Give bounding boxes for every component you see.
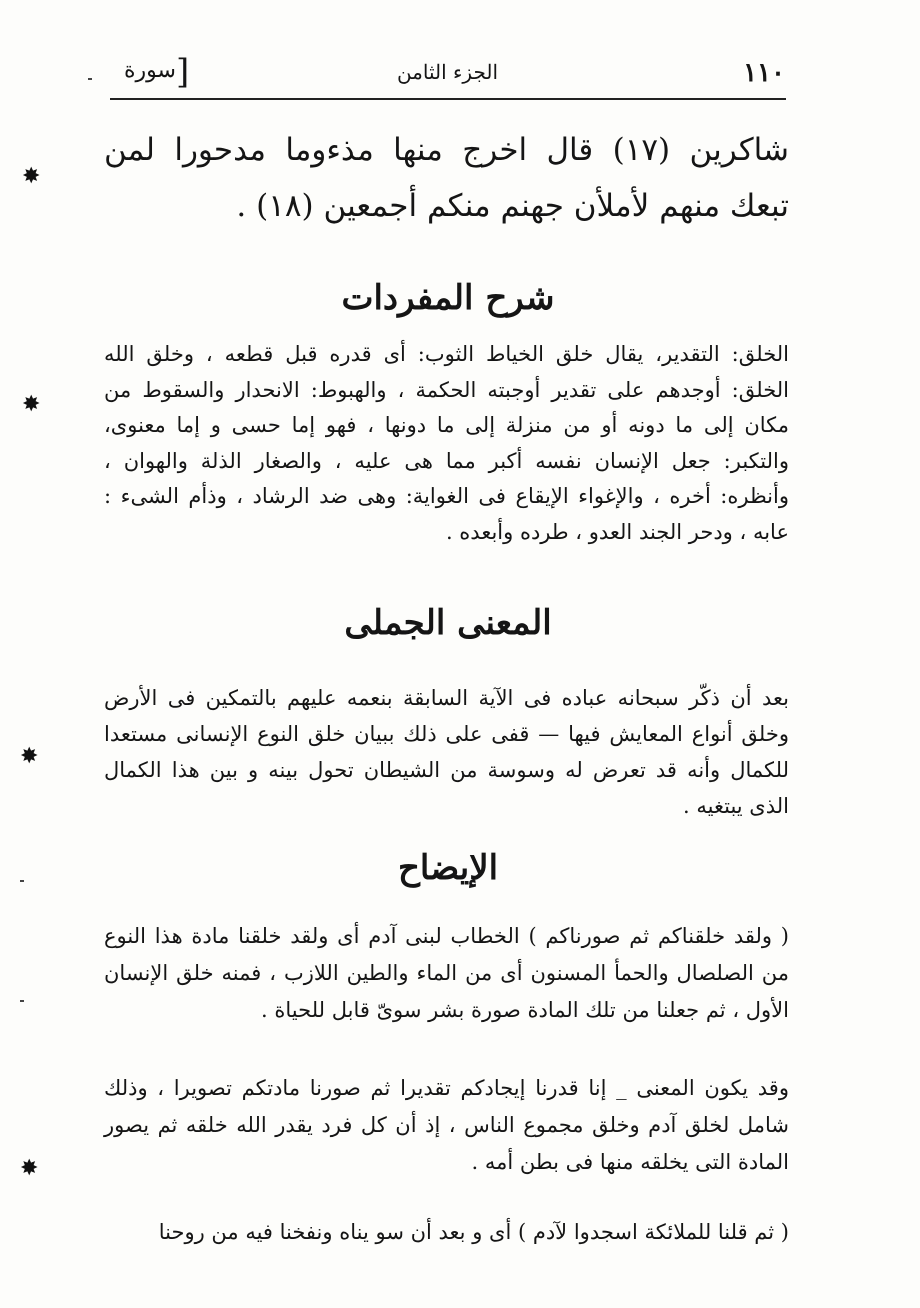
sura-label: سورة (124, 58, 176, 83)
scan-dot (20, 1000, 24, 1002)
explanation-paragraph: ( ولقد خلقناكم ثم صورناكم ) الخطاب لبنى آدم أى ولقد خلقنا مادة هذا النوع من الصلصال والحمأ المسنون أى من الماء والطين اللازب ، فمنه خلق الإنسان الأول ، ثم جعلنا من تلك المادة صورة بشر سوىّ قابل للحياة . (104, 924, 789, 1022)
overall-meaning-text: بعد أن ذكّر سبحانه عباده فى الآية السابقة بنعمه عليهم بالتمكين فى الأرض وخلق أنواع المعايش فيها — قفى على ذلك ببيان خلق النوع الإنسانى مستعدا للكمال وأنه قد تعرض له وسوسة من الشيطان تحول بينه و بين هذا الكمال الذى يبتغيه . (104, 686, 789, 818)
quran-verse: شاكرين (١٧) قال اخرج منها مذءوما مدحورا لمن تبعك منهم لأملأن جهنم منكم أجمعين (١٨) . (104, 132, 789, 224)
scan-speck-icon: ✸ (20, 744, 39, 769)
scan-speck-icon: ✸ (22, 392, 41, 417)
glossary-text: الخلق: التقدير، يقال خلق الخياط الثوب: أى قدره قبل قطعه ، وخلق الله الخلق: أوجدهم على تقدير أوجبته الحكمة ، والهبوط: الانحدار والسقوط من مكان إلى ما دونه أو من منزلة إلى ما دونها ، فهو إما حسى و إما معنوى، والتكبر: جعل الإنسان نفسه أكبر مما هى عليه ، والصغار الذلة والهوان ، وأنظره: أخره ، والإغواء الإيقاع فى الغواية: وهى ضد الرشاد ، وذأم الشىء : عابه ، ودحر الجند العدو ، طرده وأبعده . (104, 342, 789, 544)
overall-meaning-heading: المعنى الجملى (344, 603, 552, 643)
explanation-paragraph: وقد يكون المعنى _ إنا قدرنا إيجادكم تقديرا ثم صورنا مادتكم تصويرا ، وذلك شامل لخلق آدم وخلق مجموع الناس ، إذ أن كل فرد يقدر الله خلقه ثم يصور المادة التى يخلقه منها فى بطن أمه . (104, 1076, 789, 1174)
scan-speck-icon: ✸ (20, 1156, 39, 1181)
page-number: ١١٠ (743, 58, 785, 88)
header-bracket: [ (176, 52, 190, 92)
explanation-heading: الإيضاح (397, 848, 499, 888)
glossary-heading: شرح المفردات (341, 278, 555, 318)
header-rule (110, 98, 786, 100)
scan-dot (88, 78, 92, 80)
scan-dot (20, 880, 24, 882)
scan-speck-icon: ✸ (22, 164, 41, 189)
page-header (110, 52, 785, 96)
explanation-paragraph: ( ثم قلنا للملائكة اسجدوا لآدم ) أى و بعد أن سو يناه ونفخنا فيه من روحنا (158, 1220, 789, 1244)
part-title: الجزء الثامن (396, 60, 499, 84)
